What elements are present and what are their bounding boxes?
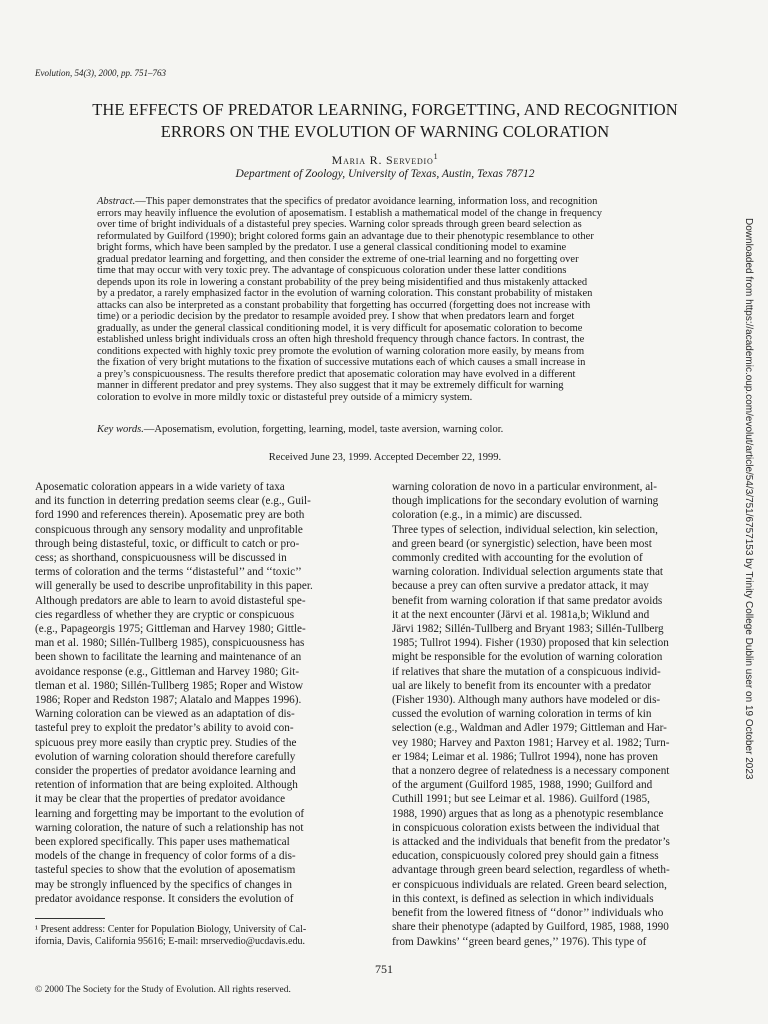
abstract-line: established unless bright individuals cross an often high threshold frequency through chance factors. In contrast, the	[97, 334, 585, 345]
body-line: cussed the evolution of warning coloration in terms of kin	[392, 708, 652, 721]
body-line: terms of coloration and the terms ‘‘distasteful’’ and ‘‘toxic’’	[35, 566, 302, 579]
abstract-line: by a predator, a rarely emphasized factor in the evolution of warning coloration. This constant probability of mistaken	[97, 288, 593, 299]
paper-title	[40, 99, 730, 143]
body-line: er 1984; Leimar et al. 1986; Tullrot 1994), none has proven	[392, 750, 658, 763]
body-line: vey 1980; Harvey and Paxton 1981; Harvey et al. 1982; Turn-	[392, 736, 670, 749]
abstract-line: attacks can also be interpreted as a constant probability that forgetting has occurred (forgetting does not increase with	[97, 299, 591, 311]
abstract-line	[97, 196, 677, 208]
body-line: advantage through green beard selection, regardless of wheth-	[392, 864, 670, 877]
footnote	[35, 924, 380, 948]
body-line: Aposematic coloration appears in a wide variety of taxa	[35, 481, 285, 493]
body-line: might be responsible for the evolution of warning coloration	[392, 651, 663, 664]
body-line: evolution of warning coloration should therefore carefully	[35, 750, 296, 763]
body-line: models of the change in frequency of color forms of a dis-	[35, 850, 296, 863]
body-line: avoidance response (e.g., Gittleman and Harvey 1980; Git-	[35, 665, 300, 678]
body-line: predator avoidance response. It considers the evolution of	[35, 892, 294, 905]
abstract-line: depends upon its role in lowering a constant probability of the prey being misidentified and thus mistakenly attacked	[97, 276, 588, 288]
body-line: benefit from warning coloration if that same predator avoids	[392, 594, 663, 607]
keywords-label: Key words.	[97, 424, 144, 435]
body-line: it may be clear that the properties of predator avoidance	[35, 793, 286, 806]
body-line: (Fisher 1930). Although many authors have modeled or dis-	[392, 694, 661, 707]
abstract-line: a prey’s conspicuousness. The results therefore predict that aposematic coloration may have evolved in a different	[97, 368, 576, 380]
body-line: will generally be used to describe unprofitability in this paper.	[35, 580, 313, 593]
body-line: is attacked and the individuals that benefit from the predator’s	[392, 836, 670, 849]
body-line: tasteful prey to exploit the predator’s ability to avoid con-	[35, 722, 294, 735]
body-line: man et al. 1980; Sillén-Tullberg 1985), conspicuousness has	[35, 637, 305, 650]
abstract-line: errors may heavily influence the evolution of aposematism. I establish a mathematical model of the change in frequency	[97, 207, 602, 219]
author-name: Maria R. Servedio	[331, 153, 434, 167]
body-line: retention of information that are being exploited. Although	[35, 779, 298, 792]
body-line: through being distasteful, toxic, or difficult to catch or pro-	[35, 537, 300, 550]
body-line: if relatives that share the mutation of a conspicuous individ-	[392, 665, 661, 678]
body-line: Three types of selection, individual selection, kin selection,	[392, 523, 658, 536]
abstract-line: conditions expected with highly toxic prey promote the evolution of warning coloration more easily, by means from	[97, 345, 585, 357]
abstract-line: the fixation of very bright mutations to the fixation of successive mutations each of which causes a small increase in	[97, 357, 586, 368]
body-line: in conspicuous coloration exists between the individual that	[392, 821, 660, 834]
body-line: commonly credited with accounting for the evolution of	[392, 552, 643, 565]
affiliation: Department of Zoology, University of Texas, Austin, Texas 78712	[235, 168, 535, 180]
body-column-right	[392, 480, 737, 949]
abstract-line: time) or a periodic decision by the predator to resample avoided prey. I show that when predators learn and forget	[97, 311, 575, 322]
body-line: ford 1990 and references therein). Aposematic prey are both	[35, 509, 305, 522]
body-line: warning coloration de novo in a particular environment, al-	[392, 481, 657, 493]
body-line: conspicuous through any sensory modality and unprofitable	[35, 523, 303, 536]
body-line: learning and forgetting may be important to the evolution of	[35, 807, 305, 820]
download-watermark: Downloaded from https://academic.oup.com/evolut/article/54/3/751/6757153 by Trinity College Dublin user on 19 October 2023	[743, 218, 754, 780]
body-line: because a prey can often survive a predator attack, it may	[392, 580, 649, 593]
body-line: er conspicuous individuals are related. Green beard selection,	[392, 878, 667, 891]
body-line: in this context, is defined as selection in which individuals	[392, 892, 654, 905]
body-line: of the argument (Guilford 1985, 1988, 1990; Guilford and	[392, 779, 653, 792]
body-line: education, conspicuously colored prey should gain a fitness	[392, 850, 659, 863]
body-line: been shown to facilitate the learning and maintenance of an	[35, 651, 302, 664]
body-line: it at the next encounter (Järvi et al. 1981a,b; Wiklund and	[392, 608, 650, 621]
keywords	[97, 424, 677, 435]
footnote-line: ¹ Present address: Center for Population Biology, University of Cal-	[35, 924, 307, 935]
author-line	[40, 152, 730, 168]
body-line: from Dawkins’ ‘‘green beard genes,’’ 1976). This type of	[392, 935, 647, 948]
footnote-divider	[35, 918, 105, 919]
abstract-line: bright forms, which have been sampled by the predator. I use a general classical conditioning model to examine	[97, 242, 567, 253]
body-line: (e.g., Papageorgis 1975; Gittleman and Harvey 1980; Gittle-	[35, 623, 306, 636]
body-line: spicuous prey more easily than cryptic prey. Studies of the	[35, 736, 297, 749]
abstract-line: time that may occur with very toxic prey. The advantage of conspicuous coloration under these latter conditions	[97, 265, 567, 276]
abstract-dash: —	[135, 196, 146, 207]
page-number: 751	[375, 962, 393, 976]
body-line: warning coloration, the nature of such a relationship has not	[35, 821, 304, 834]
body-line: Warning coloration can be viewed as an adaptation of dis-	[35, 708, 295, 721]
body-line: ual are likely to benefit from its encounter with a predator	[392, 679, 652, 692]
body-line: Although predators are able to learn to avoid distasteful spe-	[35, 594, 306, 607]
body-line: Järvi 1982; Sillén-Tullberg and Bryant 1983; Sillén-Tullberg	[392, 623, 664, 636]
body-line: selection (e.g., Waldman and Adler 1979; Gittleman and Har-	[392, 722, 667, 735]
body-line: though implications for the secondary evolution of warning	[392, 495, 659, 508]
abstract-line: gradually, as under the general classical conditioning model, it is very difficult for aposematic coloration to become	[97, 322, 583, 334]
body-line: consider the properties of predator avoidance learning and	[35, 765, 296, 778]
body-line: warning coloration. Individual selection arguments state that	[392, 566, 664, 579]
abstract-line: reformulated by Guilford (1990); bright colored forms gain an advantage due to their phenotypic resemblance to other	[97, 230, 594, 242]
abstract-text: This paper demonstrates that the specifics of predator avoidance learning, information loss, and recognition	[145, 196, 598, 207]
copyright-notice: © 2000 The Society for the Study of Evolution. All rights reserved.	[35, 985, 291, 995]
body-line: 1988, 1990) argues that as long as a phenotypic resemblance	[392, 807, 664, 820]
body-line: 1986; Roper and Redston 1987; Alatalo and Mappes 1996).	[35, 694, 302, 707]
abstract-label: Abstract.	[97, 196, 136, 207]
title-line: ERRORS ON THE EVOLUTION OF WARNING COLORATION	[160, 122, 610, 141]
body-line: benefit from the lowered fitness of ‘‘donor’’ individuals who	[392, 907, 664, 920]
abstract-line: coloration to evolve in more mildly toxic or distasteful prey outside of a mimicry system.	[97, 391, 473, 403]
abstract-line: over time of bright individuals of a distasteful prey species. Warning color spreads through green beard selection as	[97, 219, 582, 230]
keywords-text: Aposematism, evolution, forgetting, learning, model, taste aversion, warning color.	[154, 424, 504, 435]
body-column-left	[35, 480, 380, 906]
body-line: tasteful species to show that the evolution of aposematism	[35, 864, 296, 877]
body-line: Cuthill 1991; but see Leimar et al. 1986). Guilford (1985,	[392, 793, 650, 806]
abstract-line: gradual predator learning and forgetting, and then consider the extreme of one-trial learning and no forgetting over	[97, 253, 579, 265]
abstract	[97, 196, 677, 403]
body-line: cies regardless of whether they are cryptic or conspicuous	[35, 608, 295, 621]
body-line: tleman et al. 1980; Sillén-Tullberg 1985; Roper and Wistow	[35, 679, 304, 692]
journal-citation: Evolution, 54(3), 2000, pp. 751–763	[35, 68, 166, 78]
abstract-line: manner in different predator and prey systems. They also suggest that it may be extremely difficult for warning	[97, 380, 564, 391]
body-line: may be strongly influenced by the specifics of changes in	[35, 878, 292, 891]
body-line: share their phenotype (adapted by Guilford, 1985, 1988, 1990	[392, 921, 669, 934]
title-line: THE EFFECTS OF PREDATOR LEARNING, FORGETTING, AND RECOGNITION	[92, 100, 678, 119]
body-line: and green beard (or synergistic) selection, have been most	[392, 537, 652, 550]
body-line: that a nonzero degree of relatedness is a necessary component	[392, 765, 670, 778]
body-line: coloration (e.g., in a mimic) are discussed.	[392, 509, 583, 522]
body-line: and its function in deterring predation seems clear (e.g., Guil-	[35, 495, 311, 508]
body-line: 1985; Tullrot 1994). Fisher (1930) proposed that kin selection	[392, 637, 669, 650]
body-line: cess; as shorthand, conspicuousness will be discussed in	[35, 552, 287, 565]
keywords-dash: —	[143, 424, 155, 435]
author-footnote-marker: 1	[433, 152, 439, 161]
body-line: been explored specifically. This paper uses mathematical	[35, 836, 290, 849]
footnote-line: ifornia, Davis, California 95616; E-mail: mrservedio@ucdavis.edu.	[35, 936, 305, 947]
received-accepted-dates: Received June 23, 1999. Accepted December 22, 1999.	[268, 452, 502, 463]
